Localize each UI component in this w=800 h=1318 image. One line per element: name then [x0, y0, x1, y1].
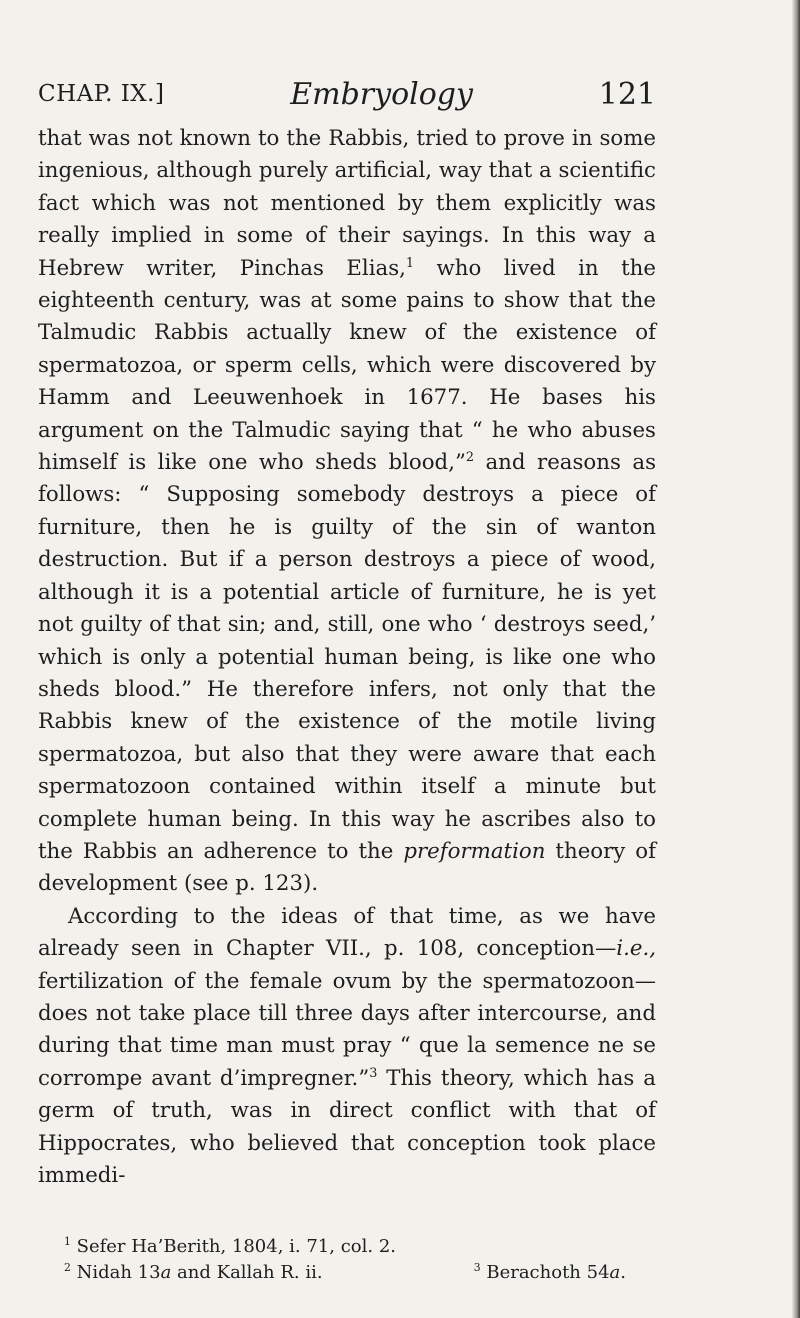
footnotes: [38, 1234, 656, 1286]
footnote-3: [474, 1260, 656, 1286]
body-text: [38, 123, 656, 1192]
paragraph-2: [38, 901, 656, 1193]
footnote-number: 3: [473, 1261, 481, 1274]
text-run: This theory, which has a germ of truth, was in direct conflict with that of Hippocrates, who believed that conception took place immedi-: [38, 1065, 656, 1188]
footnote-text: .: [620, 1262, 626, 1283]
footnote-1: [38, 1234, 656, 1260]
footnote-number: 1: [64, 1235, 71, 1248]
text-run: fertilization of the female ovum by the spermatozoon—does not take place till three days after intercourse, and during that time man must pray “ que la semence ne se corrompe avant d’impregner.”: [38, 968, 656, 1091]
footnote-text: Berachoth 54: [486, 1262, 610, 1283]
text-run: theory of development (see p. 123).: [38, 838, 657, 897]
footnote-row: [38, 1260, 656, 1286]
footnote-italic: a: [609, 1262, 621, 1283]
footnote-text: and Kallah R. ii.: [171, 1262, 323, 1283]
paragraph-1: [38, 123, 656, 901]
footnote-text: Nidah 13: [76, 1262, 161, 1283]
text-run: that was not known to the Rabbis, tried to prove in some ingenious, although purely artificial, way that a scientific fact which was not mentioned by them explicitly was really implied in some of their sayings. In this way a Hebrew writer, Pinchas Elias,: [38, 126, 656, 281]
footnote-ref-3: 3: [369, 1065, 378, 1081]
italic-term: preformation: [403, 838, 546, 864]
text-run: According to the ideas of that time, as we have already seen in Chapter VII., p. 108, conception—: [38, 903, 656, 962]
page-edge-shadow: [792, 0, 800, 1318]
footnote-italic: a: [160, 1262, 172, 1283]
running-header: [38, 72, 656, 116]
text-run: and reasons as follows: “ Supposing somebody destroys a piece of furniture, then he is guilty of the sin of wanton destruction. But if a person destroys a piece of wood, although it is a potential article of furniture, he is yet not guilty of that sin; and, still, one who ‘ destroys seed,’ which is only a potential human being, is like one who sheds blood.” He therefore infers, not only that the Rabbis knew of the existence of the motile living spermatozoa, but also that they were aware that each spermatozoon contained within itself a minute but complete human being. In this way he ascribes also to the Rabbis an adherence to the: [38, 450, 656, 864]
footnote-number: 2: [64, 1261, 71, 1274]
running-title: Embryology: [290, 76, 473, 112]
chapter-label: CHAP. IX.]: [38, 81, 165, 107]
page-number: 121: [598, 76, 656, 112]
footnote-text: Sefer Ha’Berith, 1804, i. 71, col. 2.: [76, 1236, 396, 1257]
footnote-ref-2: 2: [465, 449, 474, 465]
footnote-2: [38, 1260, 323, 1286]
footnote-ref-1: 1: [405, 255, 415, 271]
italic-abbrev: i.e.,: [616, 936, 656, 962]
text-run: who lived in the eighteenth century, was at some pains to show that the Talmudic Rabbis actually knew of the existence of spermatozoa, or sperm cells, which were discovered by Hamm and Leeuwenhoek in 1677. He bases his argument on the Talmudic saying that “ he who abuses himself is like one who sheds blood,”: [38, 255, 656, 476]
